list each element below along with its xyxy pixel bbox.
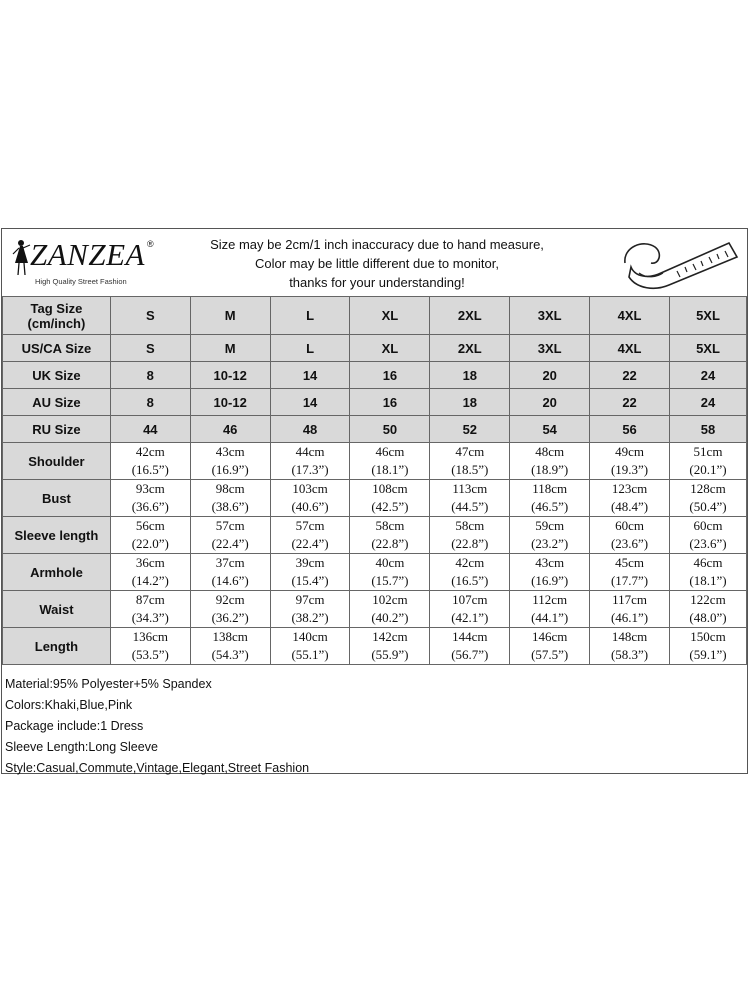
- measurement-cm: 46cm: [693, 555, 723, 570]
- measurement-inch: (54.3”): [211, 647, 249, 662]
- measurement-cell: [190, 591, 270, 628]
- measurement-cm: 102cm: [372, 592, 408, 607]
- measurement-cm: 117cm: [612, 592, 647, 607]
- row-label: Waist: [3, 591, 111, 628]
- measurement-cell: [590, 517, 670, 554]
- measurement-cell: [350, 480, 430, 517]
- measurement-cm: 140cm: [292, 629, 328, 644]
- measurement-cell: [350, 628, 430, 665]
- size-cell: S: [110, 335, 190, 362]
- size-cell: 52: [430, 416, 510, 443]
- measurement-cm: 58cm: [455, 518, 485, 533]
- measurement-inch: (18.1”): [371, 462, 409, 477]
- measurement-cell: [110, 628, 190, 665]
- measurement-inch: (46.5”): [531, 499, 569, 514]
- size-cell: 50: [350, 416, 430, 443]
- measurement-cell: [430, 628, 510, 665]
- measurement-cell: [590, 480, 670, 517]
- measurement-inch: (46.1”): [610, 610, 649, 625]
- size-cell: 14: [270, 389, 350, 416]
- size-cell: 18: [430, 389, 510, 416]
- measurement-cm: 108cm: [372, 481, 408, 496]
- measurement-cm: 103cm: [292, 481, 328, 496]
- measurement-inch: (22.8”): [451, 536, 489, 551]
- measurement-cm: 60cm: [615, 518, 644, 533]
- table-row: [3, 416, 747, 443]
- measurement-cm: 49cm: [615, 444, 644, 459]
- measurement-cell: [190, 443, 270, 480]
- measurement-inch: (56.7”): [451, 647, 489, 662]
- measurement-cell: [350, 554, 430, 591]
- measurement-cm: 123cm: [611, 481, 648, 496]
- measurement-inch: (55.1”): [291, 647, 329, 662]
- table-row: [3, 628, 747, 665]
- measurement-cm: 57cm: [295, 518, 325, 533]
- size-cell: 18: [430, 362, 510, 389]
- measurement-cell: [669, 554, 746, 591]
- measurement-cm: 40cm: [375, 555, 405, 570]
- notice-line: Color may be little different due to monitor,: [255, 256, 499, 271]
- measurement-inch: (20.1”): [689, 462, 727, 477]
- row-label: AU Size: [3, 389, 111, 416]
- measurement-cm: 59cm: [535, 518, 565, 533]
- measurement-cell: [190, 628, 270, 665]
- measurement-cell: [510, 591, 590, 628]
- measurement-cell: [510, 517, 590, 554]
- size-cell: 22: [590, 389, 670, 416]
- measurement-cm: 122cm: [690, 592, 726, 607]
- size-cell: 48: [270, 416, 350, 443]
- measurement-cell: [590, 554, 670, 591]
- measurement-cm: 48cm: [535, 444, 565, 459]
- measurement-inch: (57.5”): [531, 647, 569, 662]
- size-cell: 5XL: [669, 335, 746, 362]
- measurement-cell: [510, 480, 590, 517]
- measurement-cell: [270, 443, 350, 480]
- measurement-cm: 128cm: [690, 481, 726, 496]
- measurement-cell: [510, 554, 590, 591]
- measurement-inch: (42.5”): [371, 499, 409, 514]
- measurement-inch: (16.9”): [211, 462, 249, 477]
- measurement-cell: [669, 591, 746, 628]
- size-cell: 16: [350, 362, 430, 389]
- measurement-inch: (14.6”): [211, 573, 249, 588]
- measurement-inch: (18.5”): [451, 462, 489, 477]
- measurement-cell: [270, 480, 350, 517]
- spec-package: Package include:1 Dress: [5, 719, 144, 733]
- measurement-inch: (23.6”): [689, 536, 727, 551]
- measurement-cm: 36cm: [135, 555, 165, 570]
- measurement-cell: [430, 591, 510, 628]
- size-cell: 46: [190, 416, 270, 443]
- measurement-cm: 148cm: [611, 629, 648, 644]
- size-cell: XL: [350, 335, 430, 362]
- size-cell: 5XL: [669, 297, 746, 335]
- measurement-inch: (18.1”): [689, 573, 727, 588]
- measurement-inch: (58.3”): [610, 647, 649, 662]
- measurement-inch: (14.2”): [131, 573, 169, 588]
- measurement-inch: (15.4”): [291, 573, 329, 588]
- measurement-cm: 47cm: [455, 444, 485, 459]
- measurement-cell: [669, 443, 746, 480]
- size-cell: 20: [510, 362, 590, 389]
- measurement-cell: [510, 443, 590, 480]
- size-cell: 10-12: [190, 389, 270, 416]
- measurement-cm: 136cm: [132, 629, 168, 644]
- measurement-inch: (48.0”): [689, 610, 727, 625]
- table-row: [3, 443, 747, 480]
- table-row: [3, 335, 747, 362]
- measurement-inch: (59.1”): [689, 647, 727, 662]
- measurement-inch: (16.5”): [131, 462, 169, 477]
- size-cell: 8: [110, 362, 190, 389]
- registered-mark: ®: [147, 239, 154, 249]
- size-cell: S: [110, 297, 190, 335]
- measurement-cell: [350, 443, 430, 480]
- row-label: UK Size: [3, 362, 111, 389]
- measurement-inch: (22.4”): [211, 536, 249, 551]
- spec-colors: Colors:Khaki,Blue,Pink: [5, 698, 133, 712]
- size-cell: 44: [110, 416, 190, 443]
- measurement-cm: 46cm: [375, 444, 405, 459]
- measurement-inch: (42.1”): [451, 610, 489, 625]
- measurement-cell: [190, 554, 270, 591]
- measurement-cell: [190, 517, 270, 554]
- table-row: [3, 517, 747, 554]
- measurement-cm: 150cm: [690, 629, 726, 644]
- measurement-cm: 37cm: [215, 555, 245, 570]
- measurement-cm: 142cm: [372, 629, 408, 644]
- size-table: [2, 296, 747, 665]
- measurement-cell: [669, 628, 746, 665]
- measurement-cm: 98cm: [215, 481, 245, 496]
- measurement-inch: (36.2”): [211, 610, 249, 625]
- measurement-inch: (36.6”): [131, 499, 169, 514]
- measurement-cell: [270, 628, 350, 665]
- size-cell: 58: [669, 416, 746, 443]
- measurement-inch: (38.2”): [291, 610, 329, 625]
- spec-sleeve-length: Sleeve Length:Long Sleeve: [5, 740, 158, 754]
- measurement-inch: (40.6”): [291, 499, 329, 514]
- measurement-cell: [590, 628, 670, 665]
- row-label: Length: [3, 628, 111, 665]
- spec-material: Material:95% Polyester+5% Spandex: [5, 677, 212, 691]
- brand-tagline: High Quality Street Fashion: [35, 277, 127, 286]
- measurement-inch: (22.0”): [131, 536, 169, 551]
- measurement-cm: 45cm: [615, 555, 644, 570]
- measurement-cm: 43cm: [535, 555, 565, 570]
- size-cell: 3XL: [510, 335, 590, 362]
- product-specs: [5, 674, 309, 779]
- brand-logo: [6, 235, 156, 291]
- measurement-cm: 58cm: [375, 518, 405, 533]
- measurement-cm: 42cm: [135, 444, 165, 459]
- measurement-cell: [110, 443, 190, 480]
- measurement-cm: 113cm: [452, 481, 488, 496]
- measurement-cm: 107cm: [452, 592, 488, 607]
- table-row: [3, 554, 747, 591]
- measurement-cell: [430, 554, 510, 591]
- measurement-inch: (44.5”): [451, 499, 489, 514]
- measuring-tape-icon: [619, 233, 741, 291]
- measurement-notice: [172, 235, 582, 292]
- size-cell: 3XL: [510, 297, 590, 335]
- table-row: [3, 389, 747, 416]
- size-cell: 16: [350, 389, 430, 416]
- size-cell: 24: [669, 362, 746, 389]
- measurement-inch: (23.2”): [531, 536, 569, 551]
- size-cell: 4XL: [590, 297, 670, 335]
- table-row: [3, 480, 747, 517]
- measurement-cm: 144cm: [452, 629, 488, 644]
- measurement-inch: (23.6”): [610, 536, 649, 551]
- row-label: RU Size: [3, 416, 111, 443]
- measurement-inch: (22.4”): [291, 536, 329, 551]
- measurement-inch: (17.7”): [610, 573, 649, 588]
- measurement-cell: [669, 480, 746, 517]
- table-row: [3, 297, 747, 335]
- measurement-inch: (22.8”): [371, 536, 409, 551]
- size-cell: 2XL: [430, 335, 510, 362]
- size-cell: M: [190, 335, 270, 362]
- measurement-cm: 112cm: [532, 592, 568, 607]
- measurement-cell: [350, 591, 430, 628]
- size-cell: 2XL: [430, 297, 510, 335]
- measurement-cm: 87cm: [135, 592, 165, 607]
- measurement-cell: [590, 443, 670, 480]
- measurement-inch: (34.3”): [131, 610, 169, 625]
- measurement-inch: (50.4”): [689, 499, 727, 514]
- size-cell: 22: [590, 362, 670, 389]
- measurement-inch: (18.9”): [531, 462, 569, 477]
- row-label: Tag Size (cm/inch): [3, 297, 111, 335]
- notice-line: Size may be 2cm/1 inch inaccuracy due to hand measure,: [210, 237, 544, 252]
- measurement-cm: 138cm: [212, 629, 248, 644]
- measurement-inch: (17.3”): [291, 462, 329, 477]
- size-chart-sheet: [1, 228, 748, 774]
- measurement-cell: [270, 554, 350, 591]
- measurement-cm: 118cm: [532, 481, 568, 496]
- row-label: Bust: [3, 480, 111, 517]
- measurement-inch: (15.7”): [371, 573, 409, 588]
- size-cell: L: [270, 335, 350, 362]
- measurement-cell: [270, 591, 350, 628]
- size-cell: 10-12: [190, 362, 270, 389]
- size-cell: XL: [350, 297, 430, 335]
- measurement-cell: [430, 480, 510, 517]
- measurement-cm: 60cm: [693, 518, 723, 533]
- measurement-cm: 92cm: [215, 592, 245, 607]
- measurement-cm: 51cm: [693, 444, 723, 459]
- brand-name: ZANZEA: [30, 237, 145, 272]
- size-cell: 56: [590, 416, 670, 443]
- measurement-inch: (38.6”): [211, 499, 249, 514]
- measurement-cell: [110, 554, 190, 591]
- measurement-inch: (16.9”): [531, 573, 569, 588]
- size-cell: 8: [110, 389, 190, 416]
- measurement-cell: [430, 517, 510, 554]
- measurement-cell: [430, 443, 510, 480]
- measurement-cm: 146cm: [531, 629, 568, 644]
- size-cell: 24: [669, 389, 746, 416]
- measurement-cm: 93cm: [135, 481, 165, 496]
- measurement-inch: (48.4”): [610, 499, 649, 514]
- measurement-inch: (53.5”): [131, 647, 169, 662]
- size-cell: 14: [270, 362, 350, 389]
- spec-style: Style:Casual,Commute,Vintage,Elegant,Street Fashion: [5, 761, 310, 775]
- measurement-inch: (40.2”): [371, 610, 409, 625]
- measurement-cm: 39cm: [295, 555, 325, 570]
- notice-line: thanks for your understanding!: [289, 275, 465, 290]
- measurement-cm: 44cm: [295, 444, 325, 459]
- measurement-cm: 43cm: [215, 444, 245, 459]
- size-cell: 20: [510, 389, 590, 416]
- table-row: [3, 591, 747, 628]
- measurement-cm: 97cm: [295, 592, 325, 607]
- row-label: US/CA Size: [3, 335, 111, 362]
- measurement-cm: 42cm: [455, 555, 485, 570]
- measurement-cell: [350, 517, 430, 554]
- measurement-inch: (44.1”): [531, 610, 569, 625]
- measurement-cell: [510, 628, 590, 665]
- measurement-cm: 57cm: [215, 518, 245, 533]
- measurement-cell: [270, 517, 350, 554]
- measurement-cell: [110, 517, 190, 554]
- measurement-cell: [190, 480, 270, 517]
- size-cell: L: [270, 297, 350, 335]
- measurement-inch: (16.5”): [451, 573, 489, 588]
- measurement-cell: [110, 480, 190, 517]
- table-row: [3, 362, 747, 389]
- measurement-cell: [110, 591, 190, 628]
- measurement-inch: (55.9”): [371, 647, 409, 662]
- size-cell: M: [190, 297, 270, 335]
- measurement-cell: [669, 517, 746, 554]
- chart-header: [2, 229, 747, 295]
- measurement-cm: 56cm: [135, 518, 165, 533]
- row-label: Armhole: [3, 554, 111, 591]
- size-cell: 4XL: [590, 335, 670, 362]
- measurement-cell: [590, 591, 670, 628]
- measurement-inch: (19.3”): [610, 462, 649, 477]
- size-cell: 54: [510, 416, 590, 443]
- row-label: Shoulder: [3, 443, 111, 480]
- row-label: Sleeve length: [3, 517, 111, 554]
